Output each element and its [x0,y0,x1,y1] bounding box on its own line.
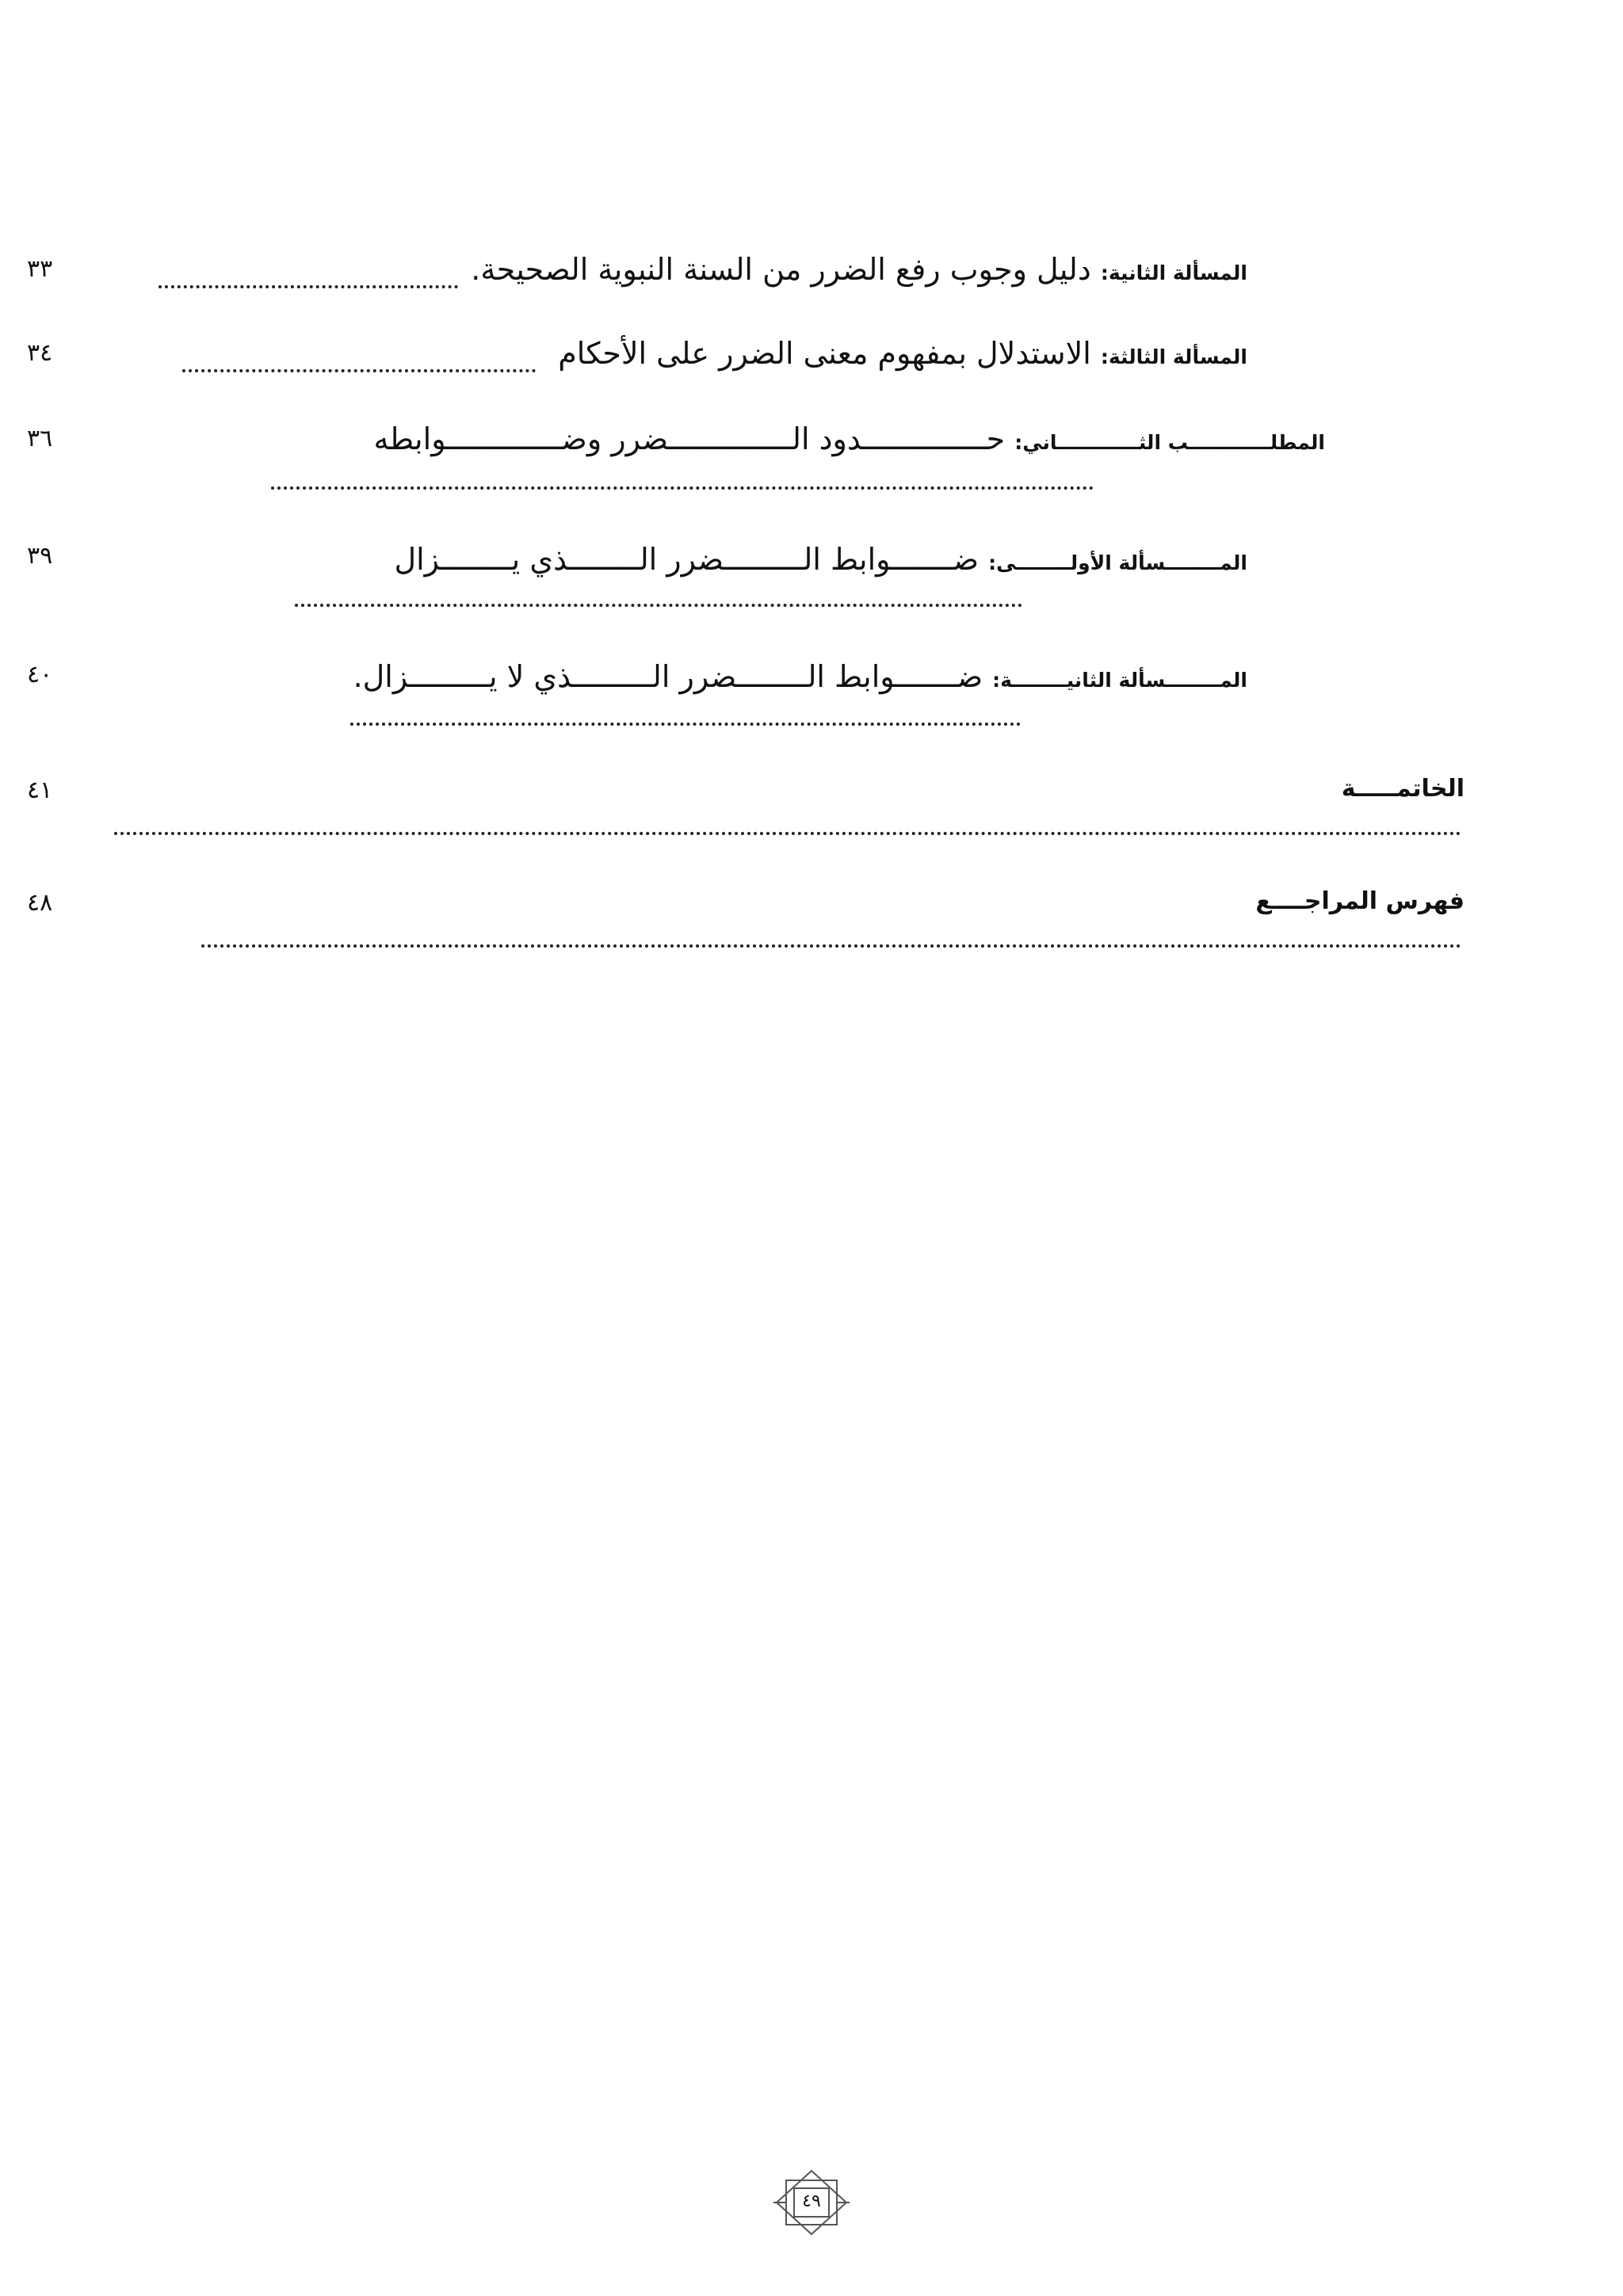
toc-entry [394,542,1247,577]
toc-entry-title: دليل وجوب رفع الضرر من السنة النبوية الصحيحة. [471,252,1101,287]
toc-entry [558,336,1247,371]
leader-dots [158,285,458,288]
toc-entry-title: ضـــــــوابط الــــــــضرر الـــــــــذي لا يـــــــــزال. [353,659,993,694]
toc-entry-label: المطلــــــــــــب الثــــــــــــاني: [1014,431,1325,454]
leader-dots [295,604,1022,607]
leader-dots [271,486,1094,490]
page-number: ٣٦ [27,425,53,452]
toc-entry [353,659,1247,694]
page-number: ٤١ [27,776,53,804]
toc-entry-label: المسألة الثانية: [1100,261,1247,284]
toc-entry [374,421,1325,456]
toc-entry-title: ضـــــــوابط الـــــــــضرر الــــــــذي يــــــــزال [394,542,989,577]
page-number: ٤٨ [27,889,53,917]
toc-entry-label: فهرس المراجــــع [1255,887,1465,915]
footer-page-number: ٤٩ [802,2191,821,2211]
leader-dots [350,723,1021,726]
page-number: ٣٣ [27,255,53,283]
page-number-emblem [767,2169,856,2236]
leader-dots [114,832,1461,835]
leader-dots [201,944,1461,948]
toc-entry-title: الاستدلال بمفهوم معنى الضرر على الأحكام [558,336,1101,371]
toc-entry-label: المــــــــسألة الثانيــــــــة: [992,669,1247,692]
toc-entry-label: المــــــــسألة الأولــــــــى: [988,551,1247,574]
page-number: ٣٤ [27,339,53,367]
toc-entry-label: المسألة الثالثة: [1100,345,1247,368]
page-number: ٤٠ [27,661,53,688]
page-number: ٣٩ [27,542,53,570]
toc-entry-label: الخاتمـــــة [1341,775,1465,803]
leader-dots [182,369,536,372]
toc-entry-title: حــــــــــــــدود الــــــــــــــضرر وضـــــــــــــوابطه [373,421,1015,456]
toc-entry [471,252,1247,287]
toc-entry-references [1255,887,1465,915]
toc-entry-conclusion [1342,775,1465,803]
